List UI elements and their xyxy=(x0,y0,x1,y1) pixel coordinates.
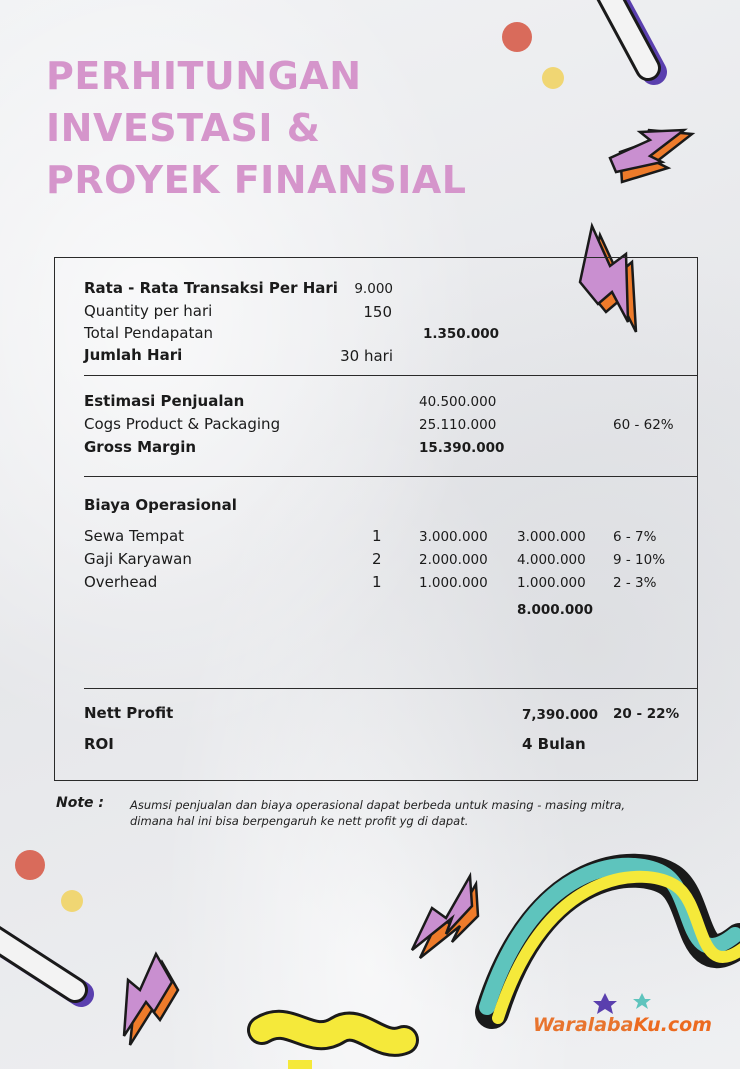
row-label: Quantity per hari xyxy=(84,302,213,320)
title-line-3: PROYEK FINANSIAL xyxy=(46,158,467,202)
row-pct: 2 - 3% xyxy=(613,575,657,591)
ribbon-bottom-right xyxy=(487,866,740,1018)
row-unit: 1.000.000 xyxy=(419,575,488,591)
row-pct: 9 - 10% xyxy=(613,552,666,568)
row-pct: 60 - 62% xyxy=(613,417,674,433)
divider-2 xyxy=(84,476,698,477)
row-qty: 2 xyxy=(372,550,382,568)
red-dot-bottom xyxy=(15,850,45,880)
nett-profit-pct: 20 - 22% xyxy=(613,706,680,722)
title-line-1: PERHITUNGAN xyxy=(46,54,362,98)
section-heading: Biaya Operasional xyxy=(84,496,237,514)
note-line-1: Asumsi penjualan dan biaya operasional dapat berbeda untuk masing - masing mitra, xyxy=(130,798,626,812)
row-label: Jumlah Hari xyxy=(84,346,183,364)
row-label: Total Pendapatan xyxy=(84,324,214,342)
roi-label: ROI xyxy=(84,735,114,753)
row-amount: 40.500.000 xyxy=(419,394,497,410)
page-title xyxy=(46,50,466,206)
brand-part-1: Waralaba xyxy=(533,1014,634,1036)
tube-bottom-left xyxy=(0,935,81,994)
row-qty: 1 xyxy=(372,527,382,545)
lightning-bolt-1 xyxy=(610,130,692,182)
row-qty: 1 xyxy=(372,573,382,591)
row-value: 150 xyxy=(363,303,392,321)
row-label: Cogs Product & Packaging xyxy=(84,415,281,433)
title-line-2: INVESTASI & xyxy=(46,106,321,150)
brand-part-2: Ku.com xyxy=(633,1014,712,1036)
red-dot xyxy=(502,22,532,52)
row-value: 30 hari xyxy=(340,347,393,365)
yellow-squiggle xyxy=(262,1025,404,1069)
row-label: Overhead xyxy=(84,573,158,591)
note-label: Note : xyxy=(56,795,104,811)
operational-grand-total: 8.000.000 xyxy=(517,602,594,618)
row-unit: 3.000.000 xyxy=(419,529,488,545)
row-total: 1.000.000 xyxy=(517,575,586,591)
row-label: Gaji Karyawan xyxy=(84,550,192,568)
row-amount: 25.110.000 xyxy=(419,417,497,433)
row-label: Gross Margin xyxy=(84,438,197,456)
row-label: Sewa Tempat xyxy=(84,527,185,545)
nett-profit-value: 7,390.000 xyxy=(522,707,599,723)
yellow-dot-bottom xyxy=(61,890,83,912)
row-pct: 6 - 7% xyxy=(613,529,657,545)
brand-logo xyxy=(533,1014,712,1036)
row-total: 3.000.000 xyxy=(517,529,586,545)
row-unit: 2.000.000 xyxy=(419,552,488,568)
row-amount: 15.390.000 xyxy=(419,440,505,456)
star-purple xyxy=(593,993,617,1014)
row-value: 9.000 xyxy=(354,281,393,297)
note-line-2: dimana hal ini bisa berpengaruh ke nett profit yg di dapat. xyxy=(130,814,469,828)
roi-value: 4 Bulan xyxy=(522,735,586,753)
star-teal xyxy=(633,993,651,1009)
row-total: 1.350.000 xyxy=(423,326,500,342)
tube-top-right xyxy=(606,0,654,72)
row-label: Estimasi Penjualan xyxy=(84,392,245,410)
lightning-bolt-3 xyxy=(124,954,178,1045)
nett-profit-label: Nett Profit xyxy=(84,704,174,722)
divider-3 xyxy=(84,688,698,689)
note-text xyxy=(130,797,625,829)
divider-1 xyxy=(84,375,698,376)
row-total: 4.000.000 xyxy=(517,552,586,568)
row-label: Rata - Rata Transaksi Per Hari xyxy=(84,279,338,297)
yellow-dot xyxy=(542,67,564,89)
lightning-bolt-4 xyxy=(412,876,478,958)
